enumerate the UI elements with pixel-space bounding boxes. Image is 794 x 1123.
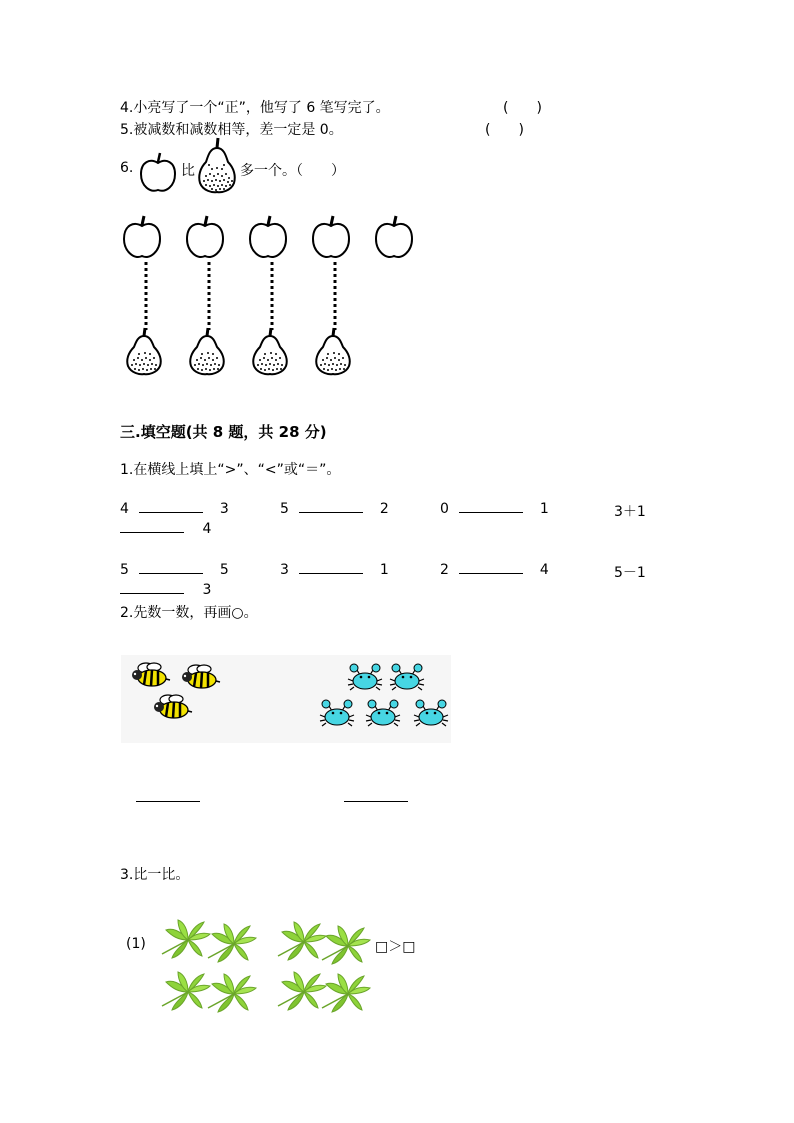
answer-blank[interactable]	[120, 593, 184, 594]
q3-prompt: 3.比一比。	[120, 867, 190, 883]
crabs-figure	[318, 662, 450, 734]
q1-prompt: 1.在横线上填上“>”、“<”或“＝”。	[120, 462, 341, 478]
compare-item: 4	[120, 521, 211, 537]
answer-blank[interactable]	[299, 512, 363, 513]
q4-text: 4.小亮写了一个“正”，他写了 6 笔写完了。	[120, 100, 390, 116]
compare-item: 3	[120, 582, 211, 598]
q6-suffix: 多一个。（ ）	[240, 163, 345, 179]
leaf-icon	[322, 926, 370, 964]
crab-icon	[348, 664, 382, 690]
pear-icon	[190, 328, 224, 374]
compare-item: 4 3	[120, 501, 229, 517]
compare-item: 5 2	[280, 501, 389, 517]
q5-answer-paren[interactable]: ( )	[485, 122, 524, 138]
compare-item: 2 4	[440, 562, 549, 578]
answer-blank[interactable]	[459, 512, 523, 513]
q5-text: 5.被减数和减数相等，差一定是 0。	[120, 122, 343, 138]
section-title: 三.填空题(共 8 题，共 28 分)	[120, 423, 327, 441]
answer-blank[interactable]	[120, 532, 184, 533]
apple-pear-matching-figure	[118, 212, 416, 382]
compare-boxes[interactable]: □＞□	[375, 939, 416, 955]
crab-icon	[366, 700, 400, 726]
leaf-icon	[278, 972, 326, 1010]
leaf-icon	[208, 974, 256, 1012]
apple-icon	[124, 216, 160, 257]
q6-apple-icon	[138, 150, 178, 195]
bee-icon	[154, 695, 192, 718]
leaf-icon	[162, 972, 210, 1010]
matching-lines	[146, 262, 335, 330]
q2-prompt: 2.先数一数，再画○。	[120, 605, 258, 621]
leaf-icon	[322, 974, 370, 1012]
apple-icon	[250, 216, 286, 257]
pear-icon	[127, 328, 161, 374]
compare-item: 0 1	[440, 501, 549, 517]
apple-icon	[187, 216, 223, 257]
compare-item: 5 5	[120, 562, 229, 578]
apple-icon	[376, 216, 412, 257]
bee-icon	[132, 663, 170, 686]
crab-count-blank[interactable]	[344, 789, 408, 802]
q6-pear-icon	[196, 138, 238, 194]
compare-item-left: 5－1	[614, 565, 646, 581]
leaves-figure	[158, 916, 376, 1016]
q6-mid: 比	[181, 163, 195, 179]
bees-figure	[130, 658, 226, 728]
compare-item: 3 1	[280, 562, 389, 578]
q3-sub-label: (1)	[126, 936, 146, 952]
q6-prefix: 6.	[120, 160, 134, 176]
crab-icon	[320, 700, 354, 726]
leaf-icon	[278, 922, 326, 960]
pear-icon	[253, 328, 287, 374]
leaf-icon	[208, 924, 256, 962]
crab-icon	[390, 664, 424, 690]
pear-icon	[316, 328, 350, 374]
apple-icon	[313, 216, 349, 257]
bee-icon	[182, 665, 220, 688]
leaf-icon	[162, 920, 210, 958]
answer-blank[interactable]	[139, 573, 203, 574]
answer-blank[interactable]	[139, 512, 203, 513]
answer-blank[interactable]	[459, 573, 523, 574]
bee-count-blank[interactable]	[136, 789, 200, 802]
q4-answer-paren[interactable]: ( )	[503, 100, 542, 116]
compare-item-left: 3＋1	[614, 504, 646, 520]
answer-blank[interactable]	[299, 573, 363, 574]
crab-icon	[414, 700, 448, 726]
